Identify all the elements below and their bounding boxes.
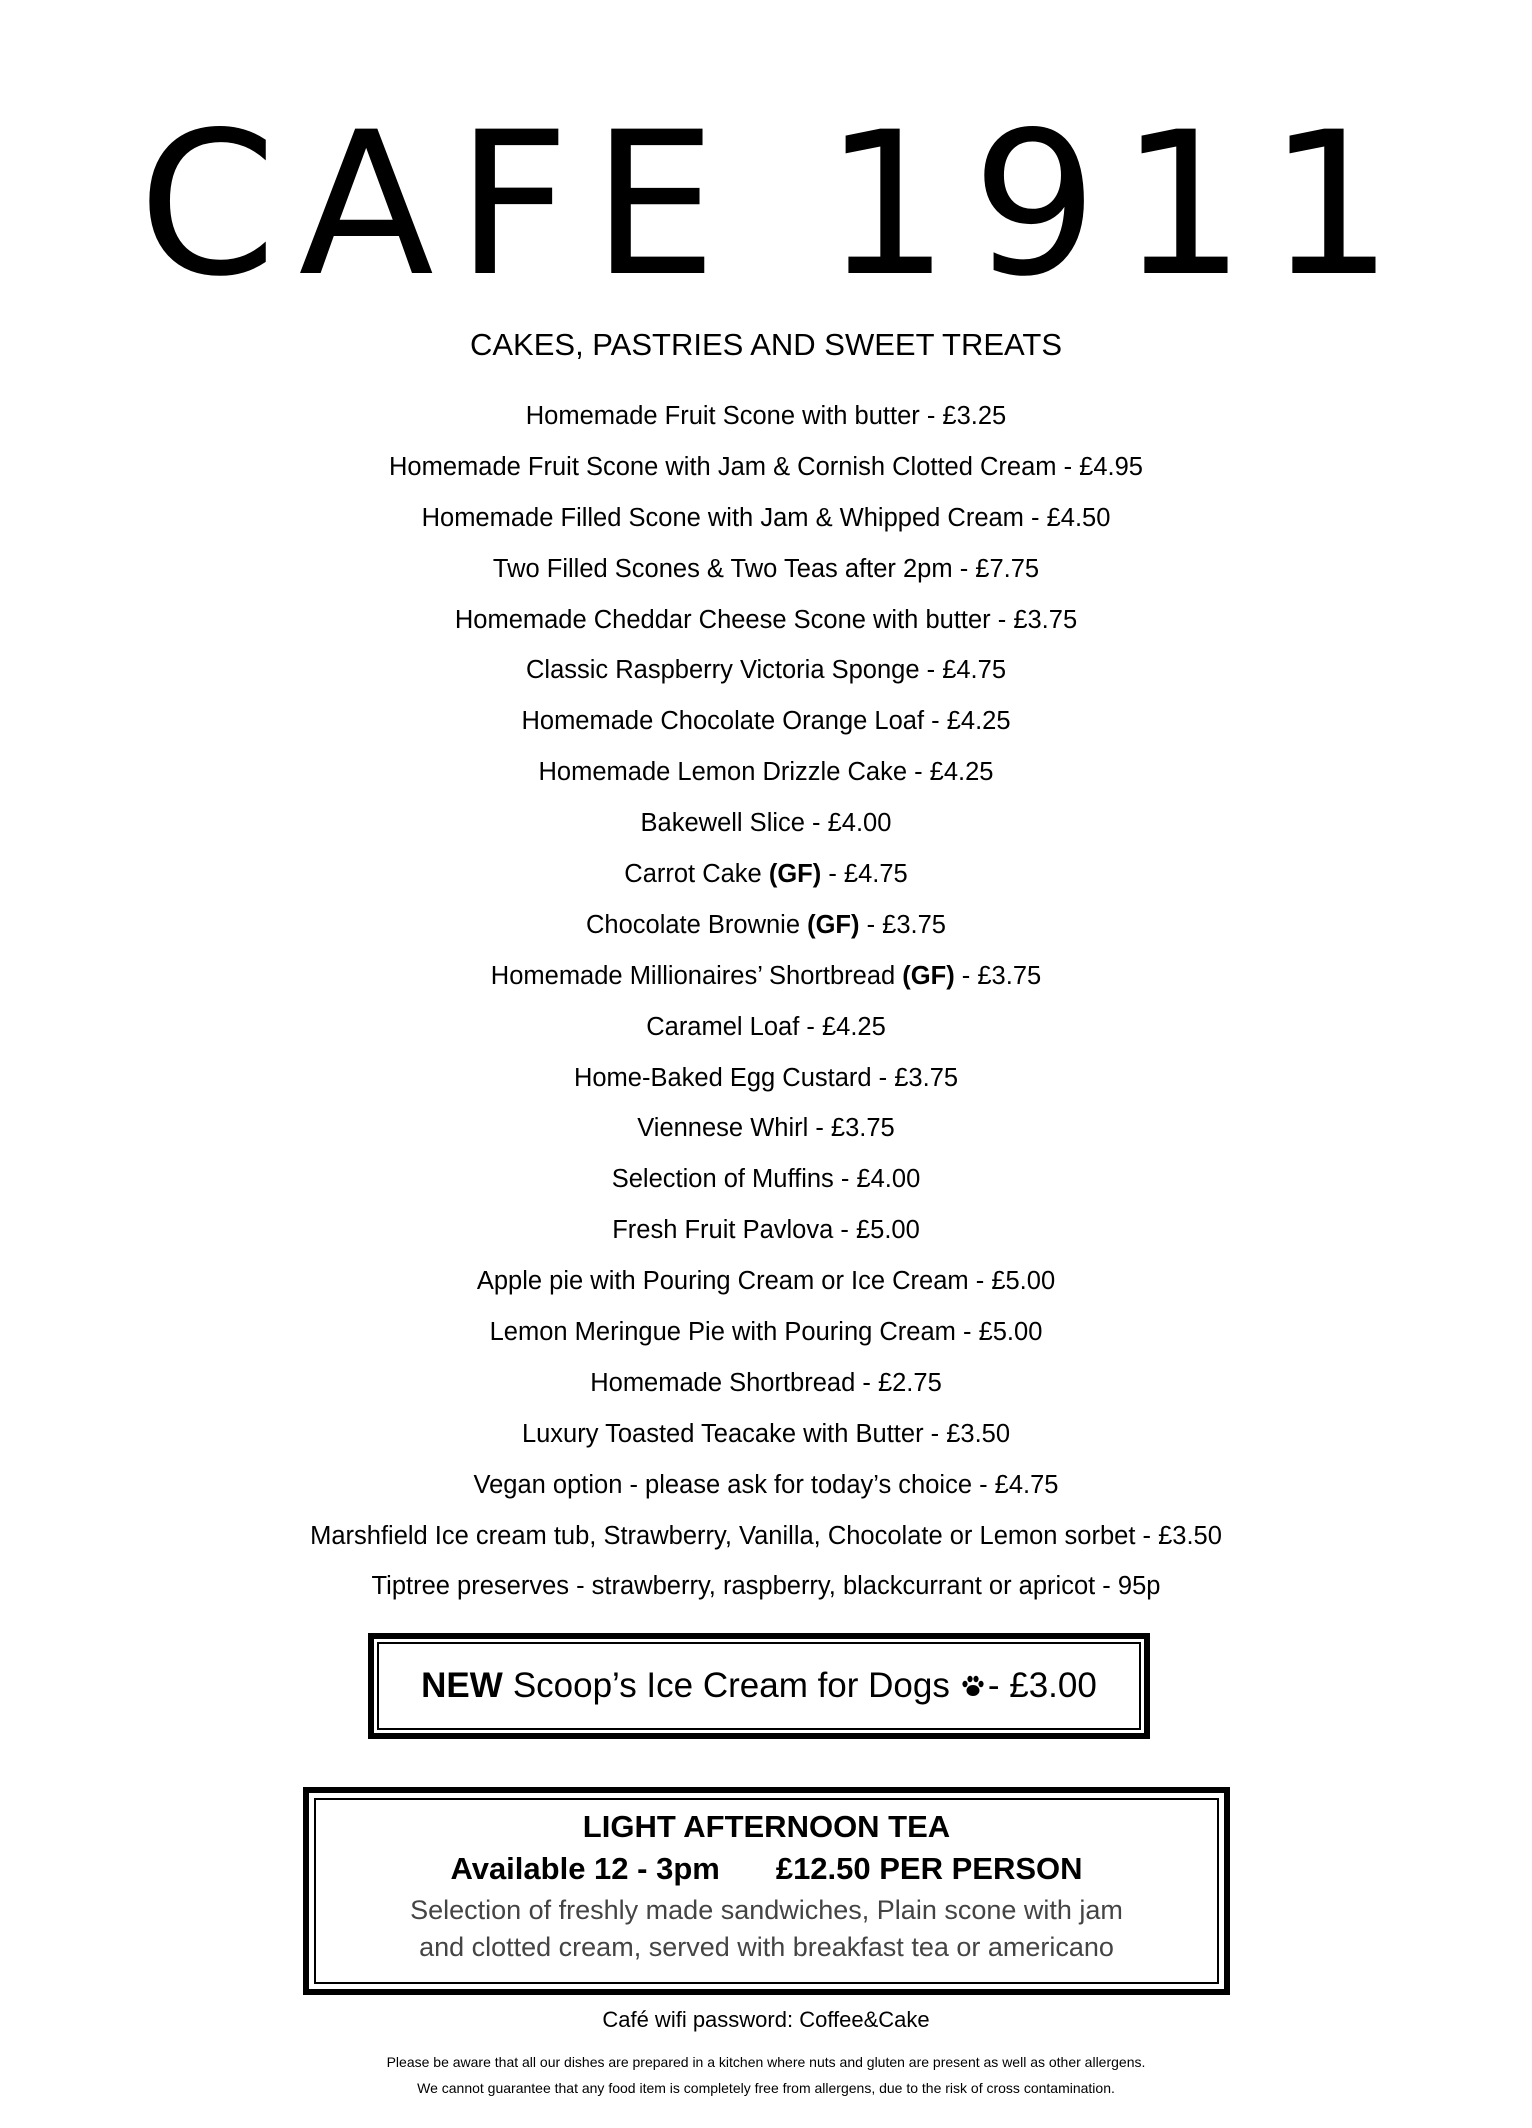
menu-item-text: Homemade Filled Scone with Jam & Whipped Cream - £4.50 xyxy=(421,503,1111,532)
menu-item xyxy=(0,1261,1532,1312)
menu-item xyxy=(0,650,1532,701)
menu-item xyxy=(0,1159,1532,1210)
menu-item-text: Homemade Shortbread - £2.75 xyxy=(590,1368,942,1397)
menu-item-text: Luxury Toasted Teacake with Butter - £3.50 xyxy=(521,1419,1011,1448)
menu-item xyxy=(0,803,1532,854)
menu-item xyxy=(0,1312,1532,1363)
menu-item-text: Two Filled Scones & Two Teas after 2pm - £7.75 xyxy=(492,554,1040,583)
paw-icon xyxy=(960,1673,986,1699)
afternoon-tea-description xyxy=(316,1892,1217,1966)
disclaimer-line: We cannot guarantee that any food item is completely free from allergens, due to the risk of cross contamination. xyxy=(417,2080,1115,2096)
afternoon-tea-description-line: and clotted cream, served with breakfast tea or americano xyxy=(419,1932,1114,1962)
promo-text: Scoop’s Ice Cream for Dogs xyxy=(512,1666,950,1705)
allergen-disclaimer xyxy=(0,2049,1532,2101)
dog-ice-cream-promo xyxy=(368,1633,1150,1739)
menu-item xyxy=(0,1058,1532,1109)
afternoon-tea-description-line: Selection of freshly made sandwiches, Plain scone with jam xyxy=(410,1895,1123,1925)
menu-item-price: - £3.75 xyxy=(859,910,946,939)
afternoon-tea-price: £12.50 PER PERSON xyxy=(775,1851,1083,1886)
menu-item-text: Chocolate Brownie xyxy=(585,910,808,939)
afternoon-tea-box xyxy=(303,1787,1230,1995)
menu-item-text: Homemade Lemon Drizzle Cake - £4.25 xyxy=(538,758,994,787)
menu-item-text: Homemade Fruit Scone with butter - £3.25 xyxy=(525,402,1007,430)
menu-item xyxy=(0,1414,1532,1465)
promo-new-label: NEW xyxy=(421,1666,503,1705)
afternoon-tea-availability: Available 12 - 3pm xyxy=(450,1851,720,1886)
menu-item-text: Home-Baked Egg Custard - £3.75 xyxy=(573,1063,959,1092)
menu-item xyxy=(0,396,1532,447)
menu-item xyxy=(0,447,1532,498)
menu-item-price: - £4.75 xyxy=(821,860,908,889)
menu-item xyxy=(0,1465,1532,1516)
menu-item xyxy=(0,498,1532,549)
menu-item-text: Apple pie with Pouring Cream or Ice Cream - £5.00 xyxy=(476,1267,1056,1296)
afternoon-tea-inner-frame xyxy=(314,1798,1219,1984)
menu-item-text: Selection of Muffins - £4.00 xyxy=(611,1165,921,1194)
menu-item-text: Carrot Cake xyxy=(624,860,769,889)
menu-item-text: Bakewell Slice - £4.00 xyxy=(640,809,892,838)
wifi-password: Café wifi password: Coffee&Cake xyxy=(602,2007,930,2032)
menu-item-text: Homemade Chocolate Orange Loaf - £4.25 xyxy=(521,707,1011,736)
menu-item-text: Tiptree preserves - strawberry, raspberry, blackcurrant or apricot - 95p xyxy=(371,1572,1161,1601)
menu-item xyxy=(0,1108,1532,1159)
menu-item xyxy=(0,1210,1532,1261)
cafe-logo-title: CAFE 1911 xyxy=(138,89,1416,320)
promo-inner-frame xyxy=(377,1642,1141,1730)
menu-item xyxy=(0,600,1532,651)
menu-item xyxy=(0,1516,1532,1567)
menu-item-text: Lemon Meringue Pie with Pouring Cream - £5.00 xyxy=(489,1318,1043,1347)
menu-item xyxy=(0,854,1532,905)
menu-item-text: Vegan option - please ask for today’s choice - £4.75 xyxy=(473,1470,1059,1499)
menu-item-text: Viennese Whirl - £3.75 xyxy=(637,1114,895,1143)
menu-item-text: Homemade Fruit Scone with Jam & Cornish Clotted Cream - £4.95 xyxy=(389,452,1143,481)
gluten-free-tag: (GF) xyxy=(807,910,860,939)
menu-item xyxy=(0,1566,1532,1617)
menu-item xyxy=(0,701,1532,752)
menu-item-text: Homemade Millionaires’ Shortbread xyxy=(490,961,903,990)
menu-item-text: Fresh Fruit Pavlova - £5.00 xyxy=(612,1216,920,1245)
disclaimer-line: Please be aware that all our dishes are prepared in a kitchen where nuts and gluten are present as well as other allergens. xyxy=(386,2054,1146,2070)
menu-item xyxy=(0,549,1532,600)
menu-item xyxy=(0,905,1532,956)
menu-item xyxy=(0,1007,1532,1058)
menu-item xyxy=(0,1363,1532,1414)
menu-item-text: Classic Raspberry Victoria Sponge - £4.75 xyxy=(525,656,1007,685)
menu-item xyxy=(0,752,1532,803)
promo-price: - £3.00 xyxy=(987,1666,1097,1705)
menu-item-text: Caramel Loaf - £4.25 xyxy=(646,1012,886,1041)
menu-item-text: Marshfield Ice cream tub, Strawberry, Vanilla, Chocolate or Lemon sorbet - £3.50 xyxy=(310,1521,1222,1550)
menu-list xyxy=(0,396,1532,1617)
menu-item-price: - £3.75 xyxy=(954,961,1042,990)
afternoon-tea-title: LIGHT AFTERNOON TEA xyxy=(582,1809,951,1844)
afternoon-tea-details xyxy=(316,1848,1217,1890)
gluten-free-tag: (GF) xyxy=(902,961,955,990)
menu-item xyxy=(0,956,1532,1007)
menu-item-text: Homemade Cheddar Cheese Scone with butter - £3.75 xyxy=(454,605,1078,634)
section-title: CAKES, PASTRIES AND SWEET TREATS xyxy=(469,327,1062,362)
gluten-free-tag: (GF) xyxy=(768,860,822,889)
